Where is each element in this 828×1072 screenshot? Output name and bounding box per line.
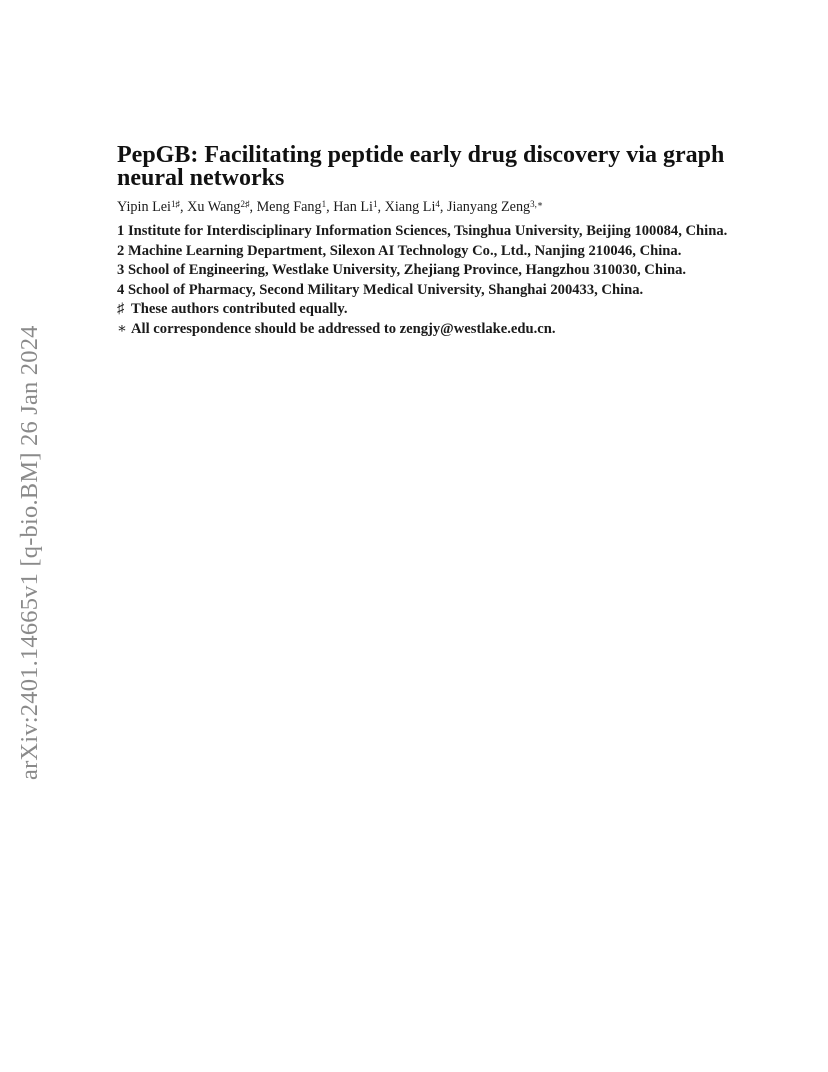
author-mark: 1 xyxy=(372,199,378,209)
author xyxy=(447,199,543,215)
author xyxy=(187,199,256,215)
author-mark: 1♯ xyxy=(171,199,180,209)
author-separator: , xyxy=(249,199,257,215)
author-name: Xiang Li xyxy=(384,199,436,215)
affiliation-item: 4 School of Pharmacy, Second Military Medical University, Shanghai 200433, China. xyxy=(117,281,644,298)
author-separator: , xyxy=(326,199,334,215)
author-mark: 1 xyxy=(321,199,327,209)
author xyxy=(257,199,334,215)
author-mark: 2♯ xyxy=(240,199,250,209)
affiliation-list xyxy=(117,222,737,339)
author-name: Yipin Lei xyxy=(117,199,171,215)
paper-title: PepGB: Facilitating peptide early drug discovery via graph neural networks xyxy=(117,142,725,191)
author xyxy=(385,199,447,215)
author-separator: , xyxy=(180,199,188,215)
sharp-symbol-icon: ♯ xyxy=(117,301,125,317)
affiliation-item: 3 School of Engineering, Westlake University, Zhejiang Province, Hangzhou 310030, China. xyxy=(117,262,687,278)
paper-front-matter xyxy=(117,144,737,339)
author-name: Jianyang Zeng xyxy=(447,199,531,215)
author xyxy=(333,199,384,215)
author-separator: , xyxy=(377,199,385,215)
author-name: Meng Fang xyxy=(256,199,322,215)
note-text: All correspondence should be addressed to zengjy@westlake.edu.cn. xyxy=(131,320,556,337)
affiliation-item: 1 Institute for Interdisciplinary Information Sciences, Tsinghua University, Beijing 100084, China. xyxy=(117,223,728,239)
equal-contribution-note xyxy=(117,300,737,320)
arxiv-identifier-stamp: arXiv:2401.14665v1 [q-bio.BM] 26 Jan 2024 xyxy=(16,325,43,780)
author-name: Xu Wang xyxy=(187,199,241,215)
correspondence-note xyxy=(117,320,737,340)
author-name: Han Li xyxy=(333,199,373,215)
author-list xyxy=(117,198,737,216)
note-text: These authors contributed equally. xyxy=(131,301,348,317)
affiliation-item: 2 Machine Learning Department, Silexon AI Technology Co., Ltd., Nanjing 210046, China. xyxy=(117,242,682,259)
author-mark: 3,∗ xyxy=(530,199,544,209)
asterisk-symbol-icon: ∗ xyxy=(117,320,127,337)
author-separator: , xyxy=(439,199,447,215)
author-mark: 4 xyxy=(435,199,440,209)
author xyxy=(117,199,187,215)
